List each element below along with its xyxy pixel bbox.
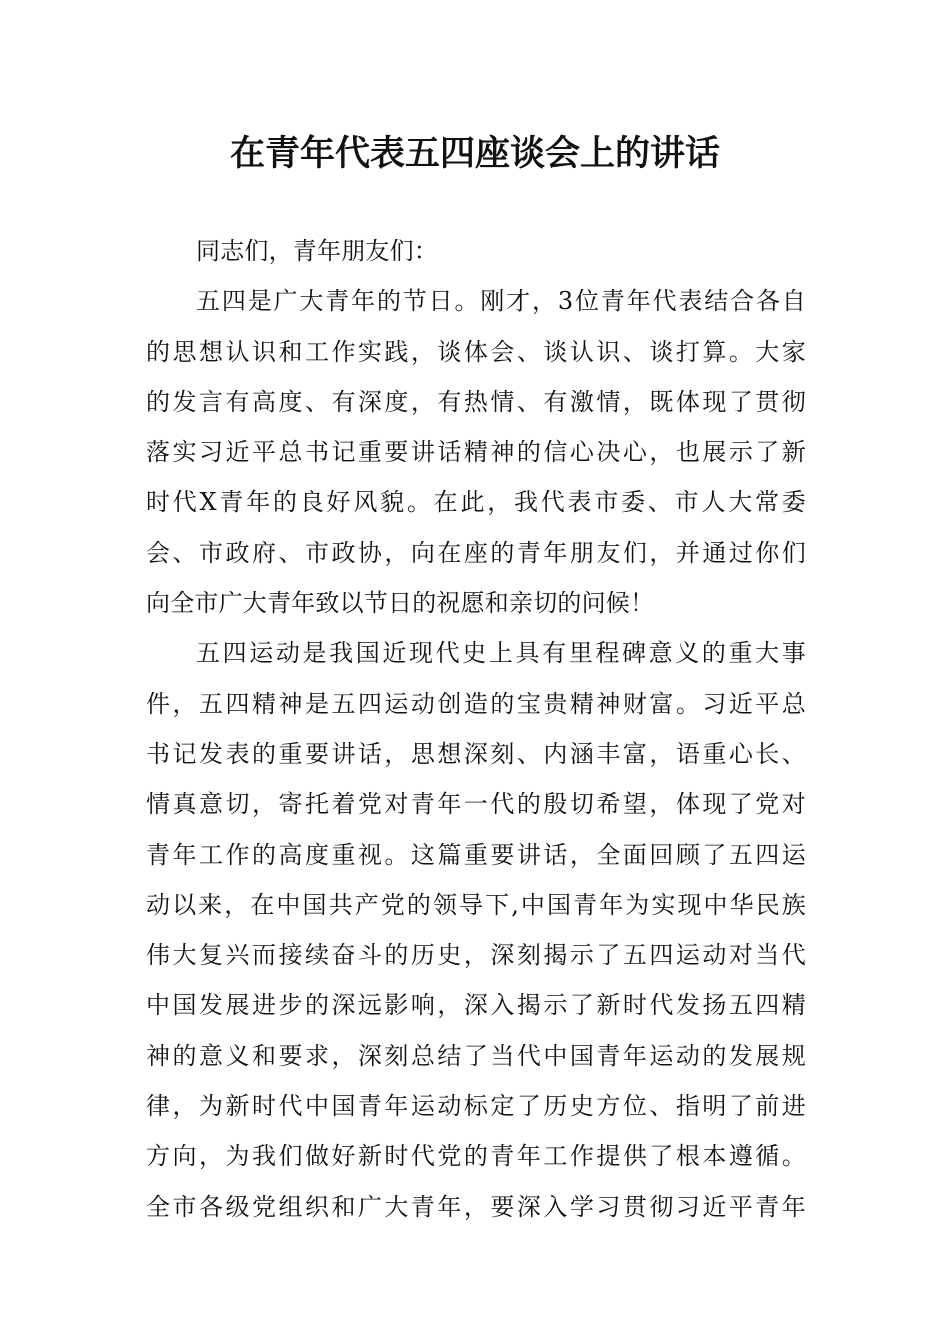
paragraph-line: 方向，为我们做好新时代党的青年工作提供了根本遵循。 xyxy=(146,1142,806,1171)
paragraph-line: 全市各级党组织和广大青年，要深入学习贯彻习近平青年 xyxy=(146,1192,806,1221)
paragraph-line: 会、市政府、市政协，向在座的青年朋友们，并通过你们 xyxy=(146,538,806,567)
paragraph-line: 伟大复兴而接续奋斗的历史，深刻揭示了五四运动对当代 xyxy=(146,941,806,970)
salutation-line: 同志们，青年朋友们： xyxy=(196,237,438,265)
document-body xyxy=(146,226,806,1232)
paragraph-line: 件，五四精神是五四运动创造的宝贵精神财富。习近平总 xyxy=(146,689,806,718)
paragraph-line: 时代X青年的良好风貌。在此，我代表市委、市人大常委 xyxy=(146,488,806,517)
paragraph-line: 神的意义和要求，深刻总结了当代中国青年运动的发展规 xyxy=(146,1041,806,1070)
paragraph-line: 书记发表的重要讲话，思想深刻、内涵丰富，语重心长、 xyxy=(146,739,806,768)
paragraph-line: 的思想认识和工作实践，谈体会、谈认识、谈打算。大家 xyxy=(146,337,806,366)
paragraph-line: 五四运动是我国近现代史上具有里程碑意义的重大事 xyxy=(196,639,806,668)
paragraph-line: 情真意切，寄托着党对青年一代的殷切希望，体现了党对 xyxy=(146,790,806,819)
document-title: 在青年代表五四座谈会上的讲话 xyxy=(229,133,720,174)
paragraph-line: 律，为新时代中国青年运动标定了历史方位、指明了前进 xyxy=(146,1092,806,1121)
paragraph-line: 五四是广大青年的节日。刚才，3位青年代表结合各自 xyxy=(196,287,806,316)
paragraph-line: 的发言有高度、有深度，有热情、有激情，既体现了贯彻 xyxy=(146,387,806,416)
paragraph-line: 动以来，在中国共产党的领导下,中国青年为实现中华民族 xyxy=(146,890,806,919)
paragraph-line: 向全市广大青年致以节日的祝愿和亲切的问候！ xyxy=(146,589,655,618)
paragraph-line: 落实习近平总书记重要讲话精神的信心决心，也展示了新 xyxy=(146,438,806,467)
paragraph-line: 中国发展进步的深远影响，深入揭示了新时代发扬五四精 xyxy=(146,991,806,1020)
paragraph-line: 青年工作的高度重视。这篇重要讲话，全面回顾了五四运 xyxy=(146,840,806,869)
